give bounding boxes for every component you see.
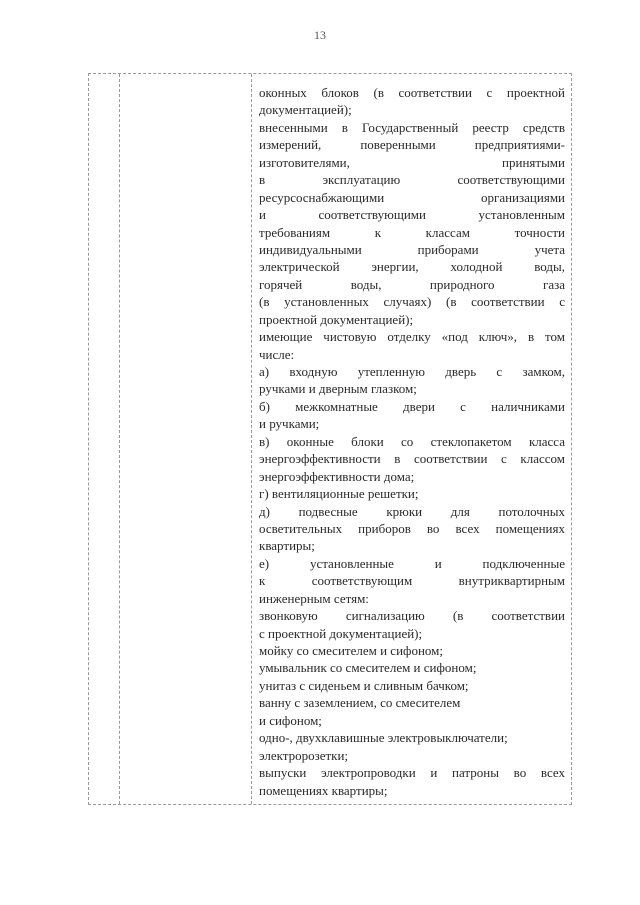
text-line: имеющие чистовую отделку «под ключ», в том (259, 329, 565, 345)
text-line: ванну с заземлением, со смесителем (259, 695, 461, 711)
text-line: ресурсоснабжающими организациями (259, 189, 565, 205)
text-line: оконных блоков (в соответствии с проектной (259, 85, 565, 100)
text-line: г) вентиляционные решетки; (259, 486, 419, 502)
column-divider-2 (251, 74, 252, 804)
text-line: к соответствующим внутриквартирным (259, 573, 565, 589)
text-line: индивидуальными приборами учета (259, 241, 565, 257)
text-line: и ручками; (259, 416, 320, 432)
text-line: в) оконные блоки со стеклопакетом класса (259, 433, 565, 449)
text-line: энергоэффективности в соответствии с классом (259, 451, 565, 467)
text-line: электророзетки; (259, 747, 349, 763)
text-line: измерений, поверенными предприятиями- (259, 137, 565, 153)
text-line: унитаз с сиденьем и сливным бачком; (259, 677, 469, 693)
text-line: и соответствующими установленным (259, 207, 565, 223)
text-line: инженерным сетям: (259, 590, 369, 606)
text-line: помещениях квартиры; (259, 782, 388, 798)
text-line: выпуски электропроводки и патроны во всех (259, 765, 565, 781)
text-line: требованиям к классам точности (259, 224, 565, 240)
text-line: проектной документацией); (259, 311, 414, 327)
text-line: числе: (259, 346, 295, 362)
requirements-text-cell (259, 84, 565, 799)
text-line: с проектной документацией); (259, 625, 423, 641)
column-divider-1 (119, 74, 120, 804)
text-line: е) установленные и подключенные (259, 555, 565, 571)
text-line: документацией); (259, 102, 352, 118)
text-line: и сифоном; (259, 712, 322, 728)
text-line: д) подвесные крюки для потолочных (259, 503, 565, 519)
text-line: мойку со смесителем и сифоном; (259, 643, 443, 658)
text-line: умывальник со смесителем и сифоном; (259, 660, 477, 676)
page-number: 13 (314, 28, 326, 42)
text-line: звонковую сигнализацию (в соответствии (259, 608, 565, 624)
requirements-table (88, 73, 572, 805)
text-line: (в установленных случаях) (в соответствии с (259, 294, 565, 310)
text-line: квартиры; (259, 538, 315, 554)
text-line: ручками и дверным глазком; (259, 381, 417, 397)
text-line: внесенными в Государственный реестр средств (259, 119, 565, 135)
text-line: энергоэффективности дома; (259, 468, 415, 484)
text-line: б) межкомнатные двери с наличниками (259, 398, 565, 414)
text-line: одно-, двухклавишные электровыключатели; (259, 730, 508, 746)
text-line: а) входную утепленную дверь с замком, (259, 364, 565, 379)
text-line: осветительных приборов во всех помещениях (259, 520, 565, 536)
text-line: изготовителями, принятыми (259, 154, 565, 170)
text-line: в эксплуатацию соответствующими (259, 172, 565, 188)
text-line: электрической энергии, холодной воды, (259, 259, 565, 275)
text-line: горячей воды, природного газа (259, 276, 565, 292)
